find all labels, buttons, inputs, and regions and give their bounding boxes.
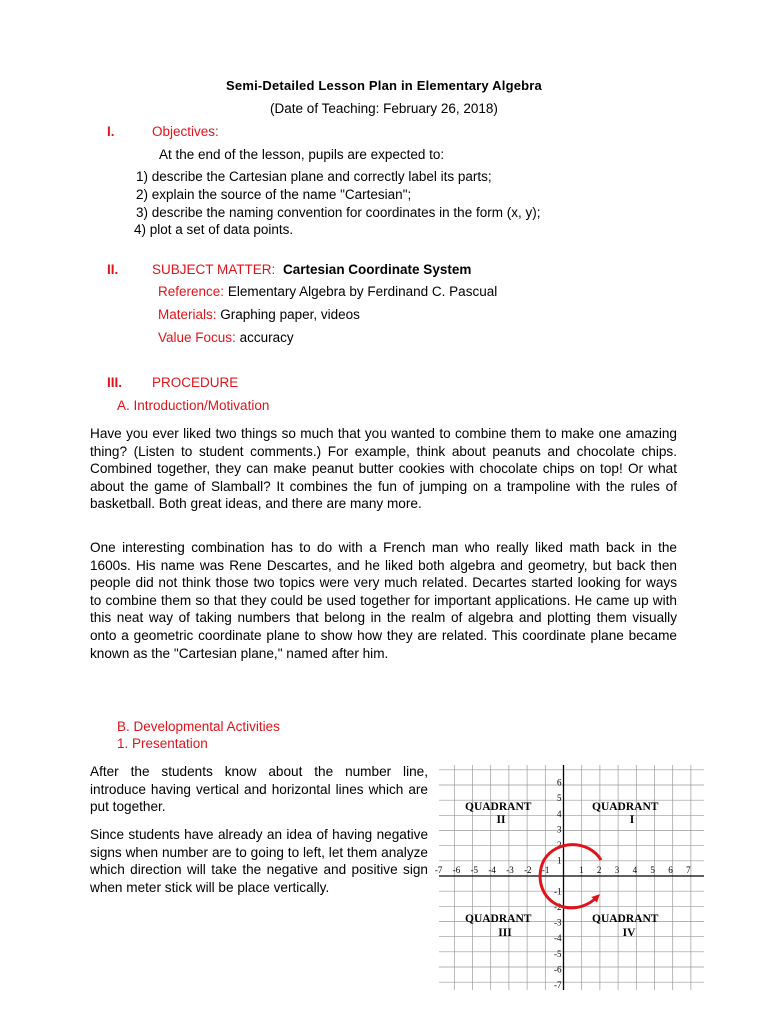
- subject-heading: SUBJECT MATTER:: [152, 262, 276, 277]
- x-tick-label: -1: [541, 865, 550, 875]
- objective-item: 4) plot a set of data points.: [134, 222, 294, 237]
- quadrant-2-word: QUADRANT: [465, 801, 532, 813]
- y-tick-label: 1: [557, 855, 562, 866]
- y-tick-label: -4: [554, 933, 562, 944]
- x-tick-label: -2: [524, 865, 532, 875]
- axes: [439, 765, 704, 990]
- materials-line: [158, 307, 360, 322]
- objectives-heading: Objectives:: [152, 124, 219, 139]
- y-tick-label: -6: [554, 964, 562, 975]
- presentation-paragraph-2: Since students have already an idea of having negative signs when number are to going to left, let them analyze which direction will take the negative and positive sign when meter stick will be place vertically.: [90, 827, 428, 895]
- objective-item: 1) describe the Cartesian plane and correctly label its parts;: [136, 169, 492, 184]
- reference-label: Reference:: [158, 284, 225, 299]
- y-tick-label: -5: [554, 948, 562, 959]
- objectives-numeral: I.: [107, 124, 115, 139]
- quadrant-3-numeral: III: [498, 927, 512, 939]
- presentation-heading: 1. Presentation: [117, 736, 208, 751]
- x-tick-label: 3: [614, 865, 620, 875]
- objective-item: 2) explain the source of the name "Cartesian";: [136, 187, 412, 202]
- x-tick-label: 5: [650, 865, 655, 875]
- x-tick-label: 6: [668, 865, 673, 875]
- x-tick-label: -7: [434, 865, 443, 875]
- quadrant-1-numeral: I: [629, 814, 635, 826]
- quadrant-2-numeral: II: [496, 814, 506, 826]
- reference-value: Elementary Algebra by Ferdinand C. Pascual: [227, 284, 498, 299]
- subject-line: [152, 262, 471, 277]
- y-tick-label: 6: [557, 777, 562, 788]
- section-b-heading: B. Developmental Activities: [117, 719, 280, 734]
- y-tick-label: -1: [554, 886, 562, 897]
- document-title: Semi-Detailed Lesson Plan in Elementary Algebra: [226, 78, 542, 93]
- x-tick-label: -6: [452, 865, 461, 875]
- cartesian-plane-figure: [434, 765, 704, 990]
- presentation-paragraph-1: After the students know about the number line, introduce having vertical and horizontal lines which are put together.: [90, 764, 428, 815]
- objectives-intro: At the end of the lesson, pupils are expected to:: [159, 147, 445, 162]
- materials-value: Graphing paper, videos: [220, 307, 360, 322]
- motivation-paragraph-2: One interesting combination has to do with a French man who really liked math back in the 1600s. His name was Rene Descartes, and he liked both algebra and geometry, but back then people did not think those two topics were very much related. Decartes started looking for ways to combine them so that they could be used together for important applications. He came up with this neat way of taking numbers that belong in the realm of algebra and plotting them visually onto a geometric coordinate plane to show how they are related. This coordinate plane became known as the "Cartesian plane," named after him.: [90, 540, 677, 661]
- x-tick-label: -3: [506, 865, 514, 875]
- quadrant-3-word: QUADRANT: [465, 913, 532, 925]
- procedure-numeral: III.: [107, 375, 123, 390]
- x-tick-label: 4: [632, 865, 638, 875]
- x-tick-label: 7: [686, 865, 691, 875]
- motivation-paragraph-1: Have you ever liked two things so much that you wanted to combine them to make one amazing thing? (Listen to student comments.) For example, think about peanuts and chocolate chips. Combined together, they can make peanut butter cookies with chocolate chips on top! Or what about the game of Slamball? It combines the fun of jumping on a trampoline with the rules of basketball. Both great ideas, and there are many more.: [90, 426, 677, 512]
- value-focus-value: accuracy: [239, 330, 294, 345]
- quadrant-1-word: QUADRANT: [592, 801, 659, 813]
- x-tick-label: 2: [596, 865, 602, 875]
- y-tick-label: 2: [557, 839, 562, 850]
- procedure-heading: PROCEDURE: [152, 375, 239, 390]
- value-focus-label: Value Focus:: [158, 330, 236, 345]
- materials-label: Materials:: [158, 307, 217, 322]
- y-tick-label: 4: [557, 808, 562, 819]
- y-tick-labels: [554, 778, 562, 990]
- x-tick-label: -4: [488, 865, 496, 875]
- grid-lines: [439, 765, 704, 990]
- quadrant-4-numeral: IV: [622, 927, 636, 939]
- section-a-heading: A. Introduction/Motivation: [117, 398, 270, 413]
- subject-topic: Cartesian Coordinate System: [283, 262, 472, 277]
- y-tick-label: -3: [554, 917, 562, 928]
- reference-line: [158, 284, 497, 299]
- y-tick-label: -2: [554, 902, 562, 913]
- y-tick-label: 5: [557, 793, 562, 804]
- value-focus-line: [158, 330, 294, 345]
- y-tick-label: -7: [554, 979, 562, 990]
- quadrant-4-word: QUADRANT: [592, 913, 659, 925]
- teaching-date: (Date of Teaching: February 26, 2018): [270, 101, 498, 116]
- subject-numeral: II.: [107, 262, 119, 277]
- x-tick-label: -5: [470, 865, 479, 875]
- x-tick-label: 1: [579, 865, 584, 875]
- y-tick-label: 3: [557, 824, 562, 835]
- cartesian-plane-svg: [434, 765, 704, 990]
- objective-item: 3) describe the naming convention for coordinates in the form (x, y);: [136, 205, 541, 220]
